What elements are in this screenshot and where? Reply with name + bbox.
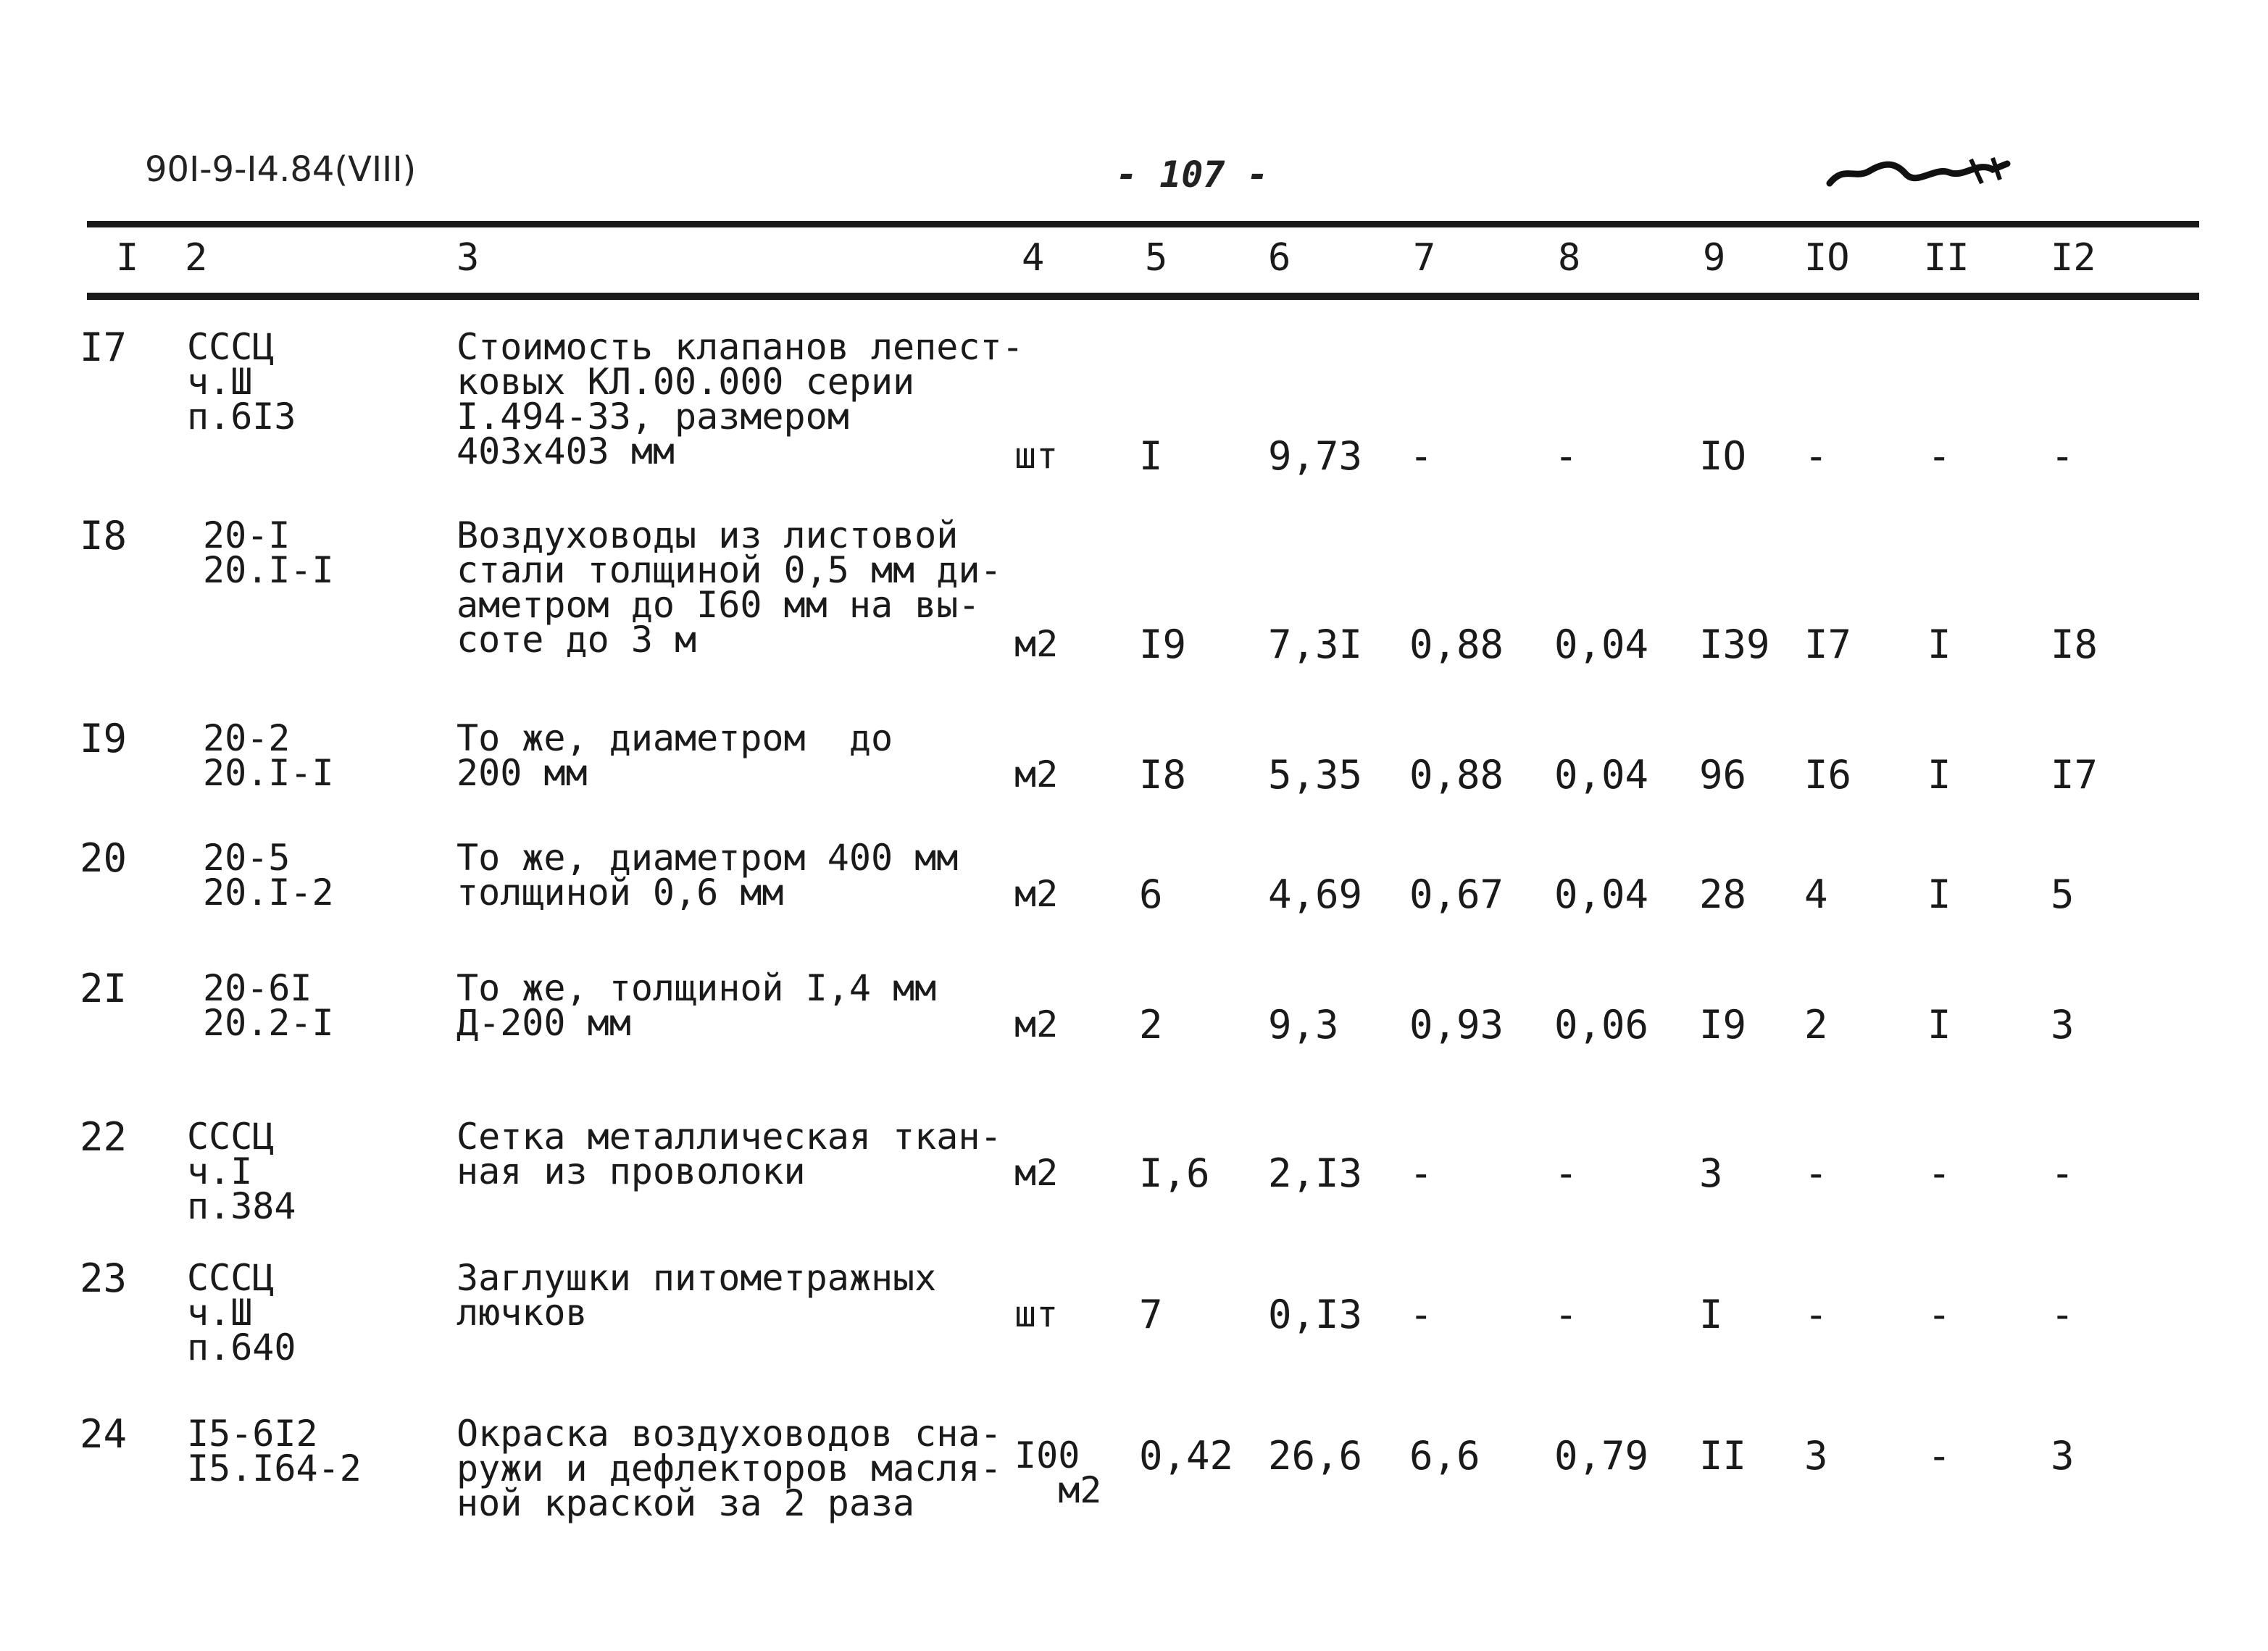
- cell-n: 2I: [80, 966, 128, 1011]
- cell-c10: -: [1804, 433, 1828, 479]
- cell-n: 22: [80, 1114, 128, 1160]
- cell-c8: -: [1554, 1150, 1578, 1196]
- cell-c12: -: [2051, 1292, 2075, 1337]
- cell-c7: 6,6: [1409, 1433, 1480, 1479]
- cell-c8: -: [1554, 433, 1578, 479]
- cell-c6: 7,3I: [1268, 622, 1363, 667]
- cell-c5: I8: [1139, 752, 1187, 798]
- cell-c5: I,6: [1139, 1150, 1210, 1196]
- cell-c11: -: [1927, 1150, 1951, 1196]
- cell-code: 20-5 20.I-2: [203, 837, 334, 914]
- cell-c8: 0,04: [1554, 872, 1649, 917]
- cell-name: То же, диаметром до 200 мм: [456, 717, 893, 794]
- cell-c7: 0,67: [1409, 872, 1504, 917]
- col-header-2: 2: [185, 236, 208, 280]
- cell-c7: -: [1409, 1150, 1433, 1196]
- cell-c8: -: [1554, 1292, 1578, 1337]
- handwritten-stamp-mark: [1826, 151, 2014, 203]
- cell-c12: I7: [2051, 752, 2098, 798]
- cell-c7: 0,88: [1409, 622, 1504, 667]
- cell-c10: -: [1804, 1292, 1828, 1337]
- cell-c11: I: [1927, 1002, 1951, 1048]
- col-header-5: 5: [1145, 236, 1168, 280]
- cell-c5: 7: [1139, 1292, 1163, 1337]
- cell-c10: 2: [1804, 1002, 1828, 1048]
- table-header-rule: [87, 293, 2199, 300]
- cell-c11: I: [1927, 622, 1951, 667]
- cell-c5: 2: [1139, 1002, 1163, 1048]
- cell-c12: -: [2051, 1150, 2075, 1196]
- cell-unit: шт: [1014, 1293, 1059, 1335]
- cell-c8: 0,79: [1554, 1433, 1649, 1479]
- cell-n: I9: [80, 716, 128, 761]
- cell-c6: 9,3: [1268, 1002, 1339, 1048]
- page-number: - 107 -: [1116, 154, 1269, 196]
- cell-c8: 0,04: [1554, 622, 1649, 667]
- cell-unit: м2: [1014, 1003, 1059, 1045]
- cell-c9: IO: [1699, 433, 1747, 479]
- cell-c10: 3: [1804, 1433, 1828, 1479]
- cell-c10: -: [1804, 1150, 1828, 1196]
- cell-c8: 0,06: [1554, 1002, 1649, 1048]
- col-header-6: 6: [1268, 236, 1291, 280]
- col-header-7: 7: [1413, 236, 1436, 280]
- cell-unit: I00 м2: [1014, 1434, 1102, 1511]
- cell-c7: -: [1409, 1292, 1433, 1337]
- cell-c12: -: [2051, 433, 2075, 479]
- cell-c12: I8: [2051, 622, 2098, 667]
- cell-c11: I: [1927, 872, 1951, 917]
- cell-n: I8: [80, 513, 128, 559]
- col-header-4: 4: [1022, 236, 1045, 280]
- cell-c6: 0,I3: [1268, 1292, 1363, 1337]
- cell-c7: 0,88: [1409, 752, 1504, 798]
- cell-unit: м2: [1014, 623, 1059, 665]
- cell-c6: 9,73: [1268, 433, 1363, 479]
- document-code: 90I-9-I4.84(VIII): [145, 149, 417, 190]
- cell-c9: 96: [1699, 752, 1747, 798]
- cell-unit: шт: [1014, 435, 1059, 477]
- col-header-10: IO: [1804, 236, 1850, 280]
- cell-c12: 5: [2051, 872, 2075, 917]
- cell-c6: 4,69: [1268, 872, 1363, 917]
- cell-name: Сетка металлическая ткан- ная из проволоки: [456, 1116, 1002, 1192]
- cell-n: 24: [80, 1411, 128, 1457]
- cell-c7: -: [1409, 433, 1433, 479]
- cell-name: То же, толщиной I,4 мм Д-200 мм: [456, 967, 937, 1044]
- col-header-8: 8: [1558, 236, 1581, 280]
- cell-c11: -: [1927, 433, 1951, 479]
- table-top-rule: [87, 221, 2199, 227]
- cell-name: Заглушки питометражных лючков: [456, 1257, 937, 1334]
- cell-c7: 0,93: [1409, 1002, 1504, 1048]
- col-header-12: I2: [2051, 236, 2096, 280]
- cell-c9: 3: [1699, 1150, 1723, 1196]
- cell-unit: м2: [1014, 1152, 1059, 1194]
- cell-code: СССЦ ч.Ш п.640: [187, 1257, 296, 1368]
- cell-code: 20-6I 20.2-I: [203, 967, 334, 1044]
- cell-code: 20-I 20.I-I: [203, 514, 334, 591]
- cell-c12: 3: [2051, 1433, 2075, 1479]
- cell-c12: 3: [2051, 1002, 2075, 1048]
- cell-c8: 0,04: [1554, 752, 1649, 798]
- cell-c6: 5,35: [1268, 752, 1363, 798]
- col-header-9: 9: [1703, 236, 1726, 280]
- cell-code: I5-6I2 I5.I64-2: [187, 1413, 362, 1489]
- col-header-3: 3: [456, 236, 480, 280]
- cell-c9: I9: [1699, 1002, 1747, 1048]
- cell-n: 20: [80, 835, 128, 881]
- cell-code: 20-2 20.I-I: [203, 717, 334, 794]
- cell-unit: м2: [1014, 753, 1059, 795]
- cell-c9: 28: [1699, 872, 1747, 917]
- cell-c9: I: [1699, 1292, 1723, 1337]
- cell-n: 23: [80, 1255, 128, 1301]
- cell-name: Окраска воздуховодов сна- ружи и дефлекторов масля- ной краской за 2 раза: [456, 1413, 1002, 1524]
- cell-code: СССЦ ч.I п.384: [187, 1116, 296, 1227]
- cell-c11: -: [1927, 1292, 1951, 1337]
- cell-name: Стоимость клапанов лепест- ковых КЛ.00.000 серии I.494-33, размером 403х403 мм: [456, 326, 1024, 472]
- cell-c6: 26,6: [1268, 1433, 1363, 1479]
- col-header-11: II: [1924, 236, 1969, 280]
- cell-c11: -: [1927, 1433, 1951, 1479]
- cell-name: Воздуховоды из листовой стали толщиной 0,5 мм ди- аметром до I60 мм на вы- соте до 3 м: [456, 514, 1002, 661]
- cell-c6: 2,I3: [1268, 1150, 1363, 1196]
- cell-c9: I39: [1699, 622, 1770, 667]
- cell-c5: I9: [1139, 622, 1187, 667]
- cell-c10: I6: [1804, 752, 1852, 798]
- col-header-1: I: [116, 236, 139, 280]
- cell-c10: 4: [1804, 872, 1828, 917]
- cell-c10: I7: [1804, 622, 1852, 667]
- cell-c5: 6: [1139, 872, 1163, 917]
- cell-n: I7: [80, 325, 128, 370]
- cell-name: То же, диаметром 400 мм толщиной 0,6 мм: [456, 837, 959, 914]
- cell-unit: м2: [1014, 873, 1059, 915]
- cell-c5: I: [1139, 433, 1163, 479]
- cell-c5: 0,42: [1139, 1433, 1234, 1479]
- cell-code: СССЦ ч.Ш п.6I3: [187, 326, 296, 438]
- cell-c9: II: [1699, 1433, 1747, 1479]
- cell-c11: I: [1927, 752, 1951, 798]
